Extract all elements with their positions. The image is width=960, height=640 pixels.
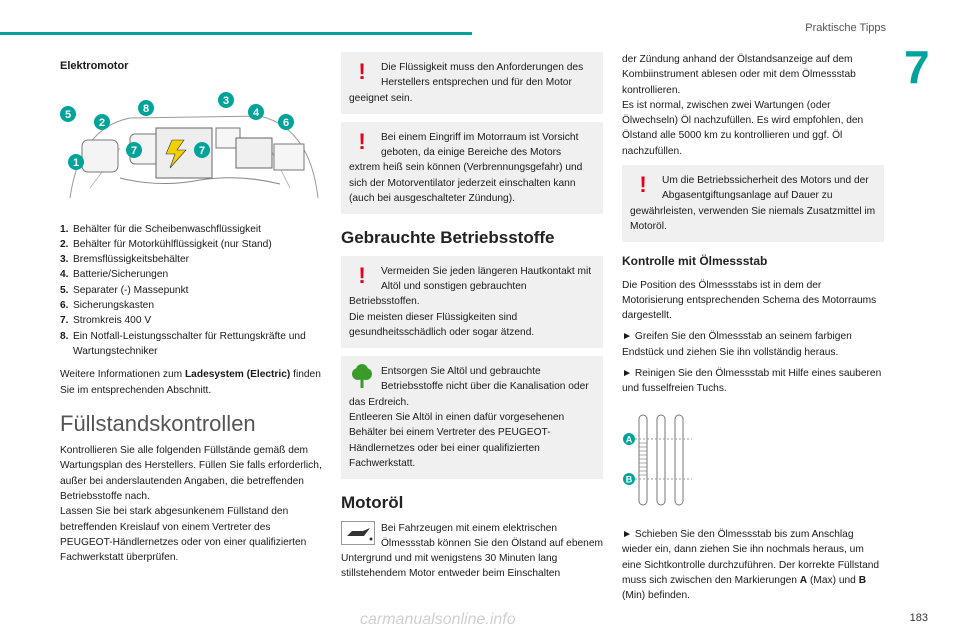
callout-3: 3 [222,95,230,108]
warning-box: ! Um die Betriebssicherheit des Motors und der Abgasentgiftungsanlage auf Dauer zu gewährleisten, verwenden Sie niemals Zusatzmittel im Motoröl. [622,165,884,242]
callout-5: 5 [64,109,72,122]
column-left [60,52,322,572]
environment-box: Entsorgen Sie Altöl und gebrauchte Betriebsstoffe nicht über die Kanalisation oder das Erdreich. Entleeren Sie Altöl in einen dafür vorgesehenen Behälter bei einem Vertreter des PEUGEOT-Händlernetzes oder bei einer qualifizierten Fachwerkstatt. [341,356,603,479]
column-middle [341,52,603,582]
step-3: ► Schieben Sie den Ölmessstab bis zum Anschlag wieder ein, dann ziehen Sie ihn nochmals heraus, um eine Sichtkontrolle durchzuführen. Der korrekte Füllstand muss sich zwischen den Markierungen A (Max) und B (Min) befinden. [622,528,880,602]
legend-item: 1. Behälter für die Scheibenwaschflüssigkeit [60,223,262,235]
warning-icon: ! [358,128,366,154]
motoroel-continued: der Zündung anhand der Ölstandsanzeige auf dem Kombiinstrument ablesen oder mit dem Ölmessstab kontrollieren. Es ist normal, zwischen zwei Wartungen (oder Ölwechseln) Öl nachzufüllen. Es wird empfohlen, den Ölstand alle 5000 km zu kontrollieren und ggf. Öl nachzufüllen. [622,54,864,157]
step-2: ► Reinigen Sie den Ölmessstab mit Hilfe eines sauberen und fusselfreien Tuchs. [622,368,882,395]
step-1: ► Greifen Sie den Ölmessstab an seinem farbigen Endstück und ziehen Sie ihn vollständig heraus. [622,331,852,358]
callout-4: 4 [252,107,260,120]
subheading-elektromotor: Elektromotor [60,60,129,72]
callout-7a: 7 [130,145,138,158]
heading-gebrauchte-betriebsstoffe: Gebrauchte Betriebsstoffe [341,228,555,248]
warning-box: ! Die Flüssigkeit muss den Anforderungen des Herstellers entsprechen und für den Motor geeignet sein. [341,52,603,114]
legend-item: 3. Bremsflüssigkeitsbehälter [60,254,190,266]
callout-1: 1 [72,157,80,170]
warning-box: ! Bei einem Eingriff im Motorraum ist Vorsicht geboten, da einige Bereiche des Motors extrem heiß sein können (Verbrennungsgefahr) und sich der Motorventilator jederzeit einschalten kann (auch bei ausgeschalteter Zündung). [341,122,603,214]
tree-icon [349,364,375,390]
callout-8: 8 [142,103,150,116]
watermark: carmanualsonline.info [360,611,516,628]
heading-kontrolle-oelmessstab: Kontrolle mit Ölmessstab [622,254,768,269]
oil-can-icon [341,521,375,545]
callout-6: 6 [282,117,290,130]
legend-item: 8. Ein Notfall-Leistungsschalter für Rettungskräfte und Wartungstechniker [60,330,306,357]
column-right [622,52,884,609]
info-paragraph: Weitere Informationen zum Ladesystem (Electric) finden Sie im entsprechenden Abschnitt. [60,369,321,396]
legend-item: 7. Stromkreis 400 V [60,315,152,327]
callout-2: 2 [98,117,106,130]
engine-bay-diagram [60,88,322,208]
heading-motoroel: Motoröl [341,493,404,513]
oelmessstab-intro: Die Position des Ölmessstabs ist in dem der Motorisierung entsprechenden Schema des Motorraums dargestellt. [622,279,877,322]
component-legend [60,222,322,360]
marker-a: A [625,434,633,445]
header-accent-bar [0,32,472,35]
page-number: 183 [909,612,928,624]
fuellstand-body: Kontrollieren Sie alle folgenden Füllstände gemäß dem Wartungsplan des Herstellers. Füllen Sie falls erforderlich, außer bei anderslautenden Angaben, die betreffenden Betriebsstoffe nach. Lassen Sie bei stark abgesunkenem Füllstand den betreffenden Kreislauf von einem Vertreter des PEUGEOT-Händlernetzes oder von einer qualifizierten Fachwerkstatt überprüfen. [60,445,322,564]
legend-item: 5. Separater (-) Massepunkt [60,284,189,296]
warning-icon: ! [639,172,647,198]
legend-item: 6. Sicherungskasten [60,300,154,312]
chapter-number: 7 [904,41,930,93]
legend-item: 4. Batterie/Sicherungen [60,269,169,281]
warning-icon: ! [358,59,366,84]
warning-box: ! Vermeiden Sie jeden längeren Hautkontakt mit Altöl und sonstigen gebrauchten Betriebsstoffen. Die meisten dieser Flüssigkeiten sind gesundheitsschädlich oder sogar ätzend. [341,256,603,348]
callout-7b: 7 [198,145,206,158]
section-title: Praktische Tipps [805,22,886,34]
marker-b: B [625,474,633,485]
dipstick-illustration [622,413,717,508]
warning-icon: ! [358,262,366,288]
section-heading-fuellstand: Füllstandskontrollen [60,410,256,436]
legend-item: 2. Behälter für Motorkühlflüssigkeit (nur Stand) [60,238,272,250]
motoroel-paragraph: Bei Fahrzeugen mit einem elektrischen Ölmessstab können Sie den Ölstand auf ebenem Untergrund und mit wenigstens 30 Minuten lang stillstehendem Motor entweder beim Einschalten [341,522,603,580]
